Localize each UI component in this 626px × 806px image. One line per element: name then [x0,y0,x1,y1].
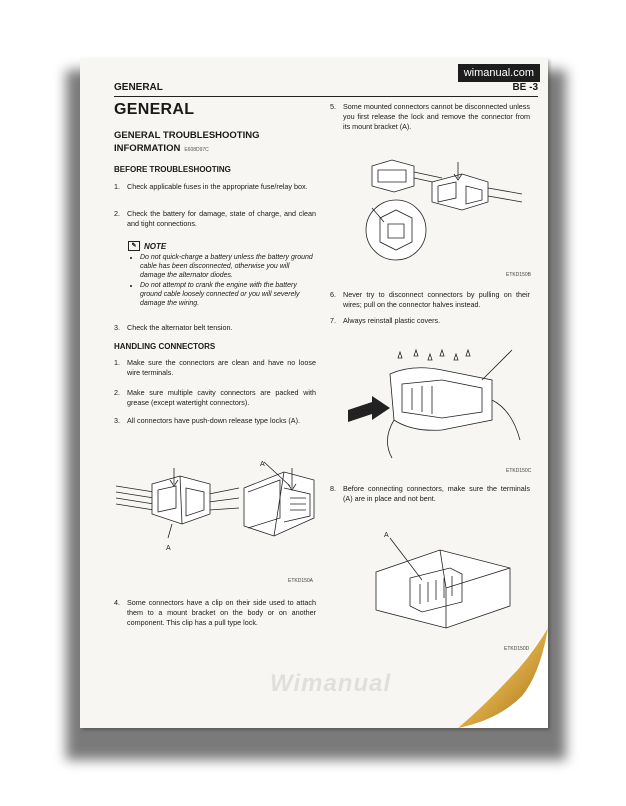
plastic-cover-drawing [342,340,532,460]
before-item-3 [114,323,316,333]
item-text: Always reinstall plastic covers. [343,316,441,325]
handling-item-2 [114,388,316,408]
note-bullet: • Do not quick-charge a battery unless the battery ground cable has been disconnected, otherwise you will damage the alternator diodes. [140,253,316,281]
figure-b-code: ETKD150B [506,272,532,278]
mount-bracket-drawing [362,148,532,268]
section-code: E608D97C [184,147,209,153]
figure-connector-locks [114,458,324,588]
section-title [114,129,314,157]
item-text: Before connecting connectors, make sure the terminals (A) are in place and not bent. [343,484,530,503]
handling-item-4 [114,598,316,628]
note-bullet: • Do not attempt to crank the engine with the battery ground cable loosely connected or you will severely damage the wiring. [140,281,316,309]
figure-c-code: ETKD150C [506,468,532,474]
before-item-2 [114,209,316,229]
logo-watermark: Wimanual [270,670,392,697]
note-label: NOTE [144,241,167,251]
handling-connectors-heading: HANDLING CONNECTORS [114,342,216,351]
section-title-line2: INFORMATION [114,143,181,154]
handling-item-8 [330,484,530,504]
item-number: 6. [330,290,336,299]
connector-locks-drawing [114,458,324,588]
note-icon: ✎ [128,241,140,251]
item-text: All connectors have push-down release type locks (A). [127,416,300,425]
item-text: Check the battery for damage, state of charge, and clean and tight connections. [127,209,316,228]
item-number: 3. [114,323,120,332]
label-a-right: A [260,461,265,468]
header-section: GENERAL [114,82,163,93]
note-list [128,253,316,308]
item-text: Make sure the connectors are clean and have no loose wire terminals. [127,358,316,377]
figure-d-code: ETKD150D [504,646,530,652]
label-a-terminals: A [384,532,389,539]
before-item-1 [114,182,316,192]
handling-item-6 [330,290,530,310]
figure-plastic-cover [342,340,532,460]
item-number: 2. [114,388,120,397]
site-watermark: wimanual.com [458,64,540,82]
item-number: 1. [114,182,120,191]
figure-a-code: ETKD150A [288,578,314,584]
handling-item-5 [330,102,530,132]
item-number: 2. [114,209,120,218]
header-page-number: BE -3 [512,82,538,93]
item-number: 7. [330,316,336,325]
figure-mount-bracket [362,148,532,268]
item-text: Some connectors have a clip on their side used to attach them to a mount bracket on the body or on another component. This clip has a pull type lock. [127,598,316,627]
section-title-line1: GENERAL TROUBLESHOOTING [114,130,260,141]
handling-item-3 [114,416,316,426]
handling-item-1 [114,358,316,378]
handling-item-7 [330,316,530,326]
note-box [128,241,316,308]
manual-page [80,58,548,728]
note-heading [128,241,316,251]
item-text: Some mounted connectors cannot be disconnected unless you first release the lock and remove the connector from its mount bracket (A). [343,102,530,131]
page-curl-icon [438,588,548,728]
item-text: Never try to disconnect connectors by pulling on their wires; pull on the connector halves instead. [343,290,530,309]
item-text: Make sure multiple cavity connectors are packed with grease (except watertight connectors). [127,388,316,407]
page-header [114,82,538,97]
item-text: Check the alternator belt tension. [127,323,233,332]
item-number: 1. [114,358,120,367]
item-text: Check applicable fuses in the appropriate fuse/relay box. [127,182,308,191]
arrow-icon [348,396,390,422]
label-a-left: A [166,545,171,552]
page-title: GENERAL [114,101,195,118]
item-number: 8. [330,484,336,493]
item-number: 3. [114,416,120,425]
before-troubleshooting-heading: BEFORE TROUBLESHOOTING [114,165,231,174]
item-number: 4. [114,598,120,607]
item-number: 5. [330,102,336,111]
